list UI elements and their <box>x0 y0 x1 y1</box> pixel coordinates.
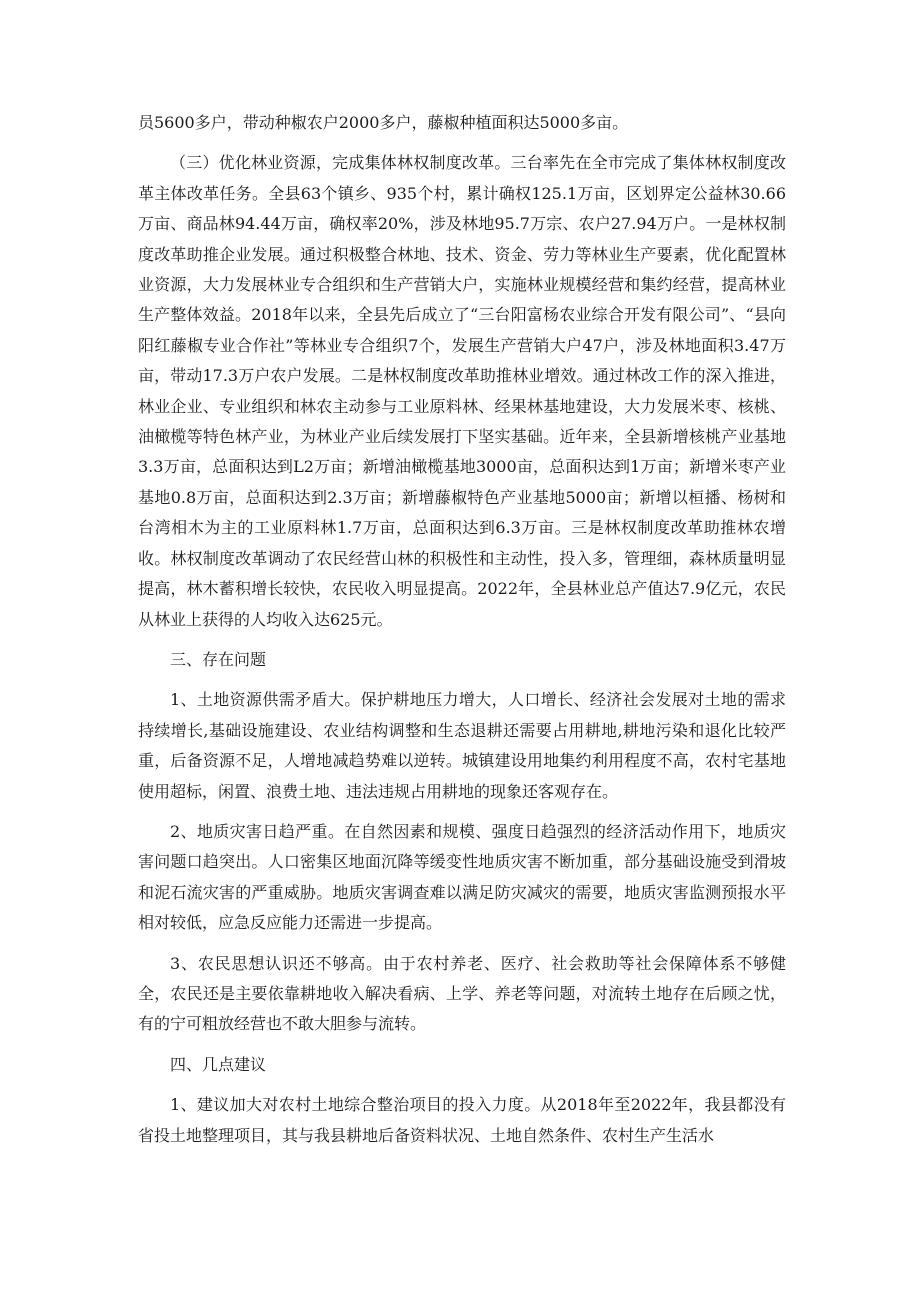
paragraph-geological-hazards: 2、地质灾害日趋严重。在自然因素和规模、强度日趋强烈的经济活动作用下，地质灾害问题口趋突出。人口密集区地面沉降等缓变性地质灾害不断加重，部分基础设施受到滑坡和泥石流灾害的严重威胁。地质灾害调查难以满足防灾减灾的需要，地质灾害监测预报水平相对较低，应急反应能力还需进一步提高。 <box>138 821 786 933</box>
paragraph-forestry-reform: （三）优化林业资源，完成集体林权制度改革。三台率先在全市完成了集体林权制度改革主体改革任务。全县63个镇乡、935个村，累计确权125.1万亩，区划界定公益林30.66万亩、商品林94.44万亩，确权率20%，涉及林地95.7万宗、农户27.94万户。一是林权制度改革助推企业发展。通过积极整合林地、技术、资金、劳力等林业生产要素，优化配置林业资源，大力发展林业专合组织和生产营销大户，实施林业规模经营和集约经营，提高林业生产整体效益。2018年以来，全县先后成立了“三台阳富杨农业综合开发有限公司”、“县向阳红藤椒专业合作社”等林业专合组织7个，发展生产营销大户47户，涉及林地面积3.47万亩，带动17.3万户农户发展。二是林权制度改革助推林业增效。通过林改工作的深入推进，林业企业、专业组织和林农主动参与工业原料林、经果林基地建设，大力发展米枣、核桃、油橄榄等特色林产业，为林业产业后续发展打下坚实基础。近年来，全县新增核桃产业基地3.3万亩，总面积达到L2万亩；新增油橄榄基地3000亩，总面积达到1万亩；新增米枣产业基地0.8万亩，总面积达到2.3万亩；新增藤椒特色产业基地5000亩；新增以桓播、杨树和台湾相木为主的工业原料林1.7万亩，总面积达到6.3万亩。三是林权制度改革助推林农增收。林权制度改革调动了农民经营山林的积极性和主动性，投入多，管理细，森林质量明显提高，林木蓄积增长较快，农民收入明显提高。2022年，全县林业总产值达7.9亿元，农民从林业上获得的人均收入达625元。 <box>138 153 786 629</box>
document-body <box>138 108 786 1151</box>
paragraph-continuation: 员5600多户，带动种椒农户2000多户，藤椒种植面积达5000多亩。 <box>138 113 629 132</box>
paragraph-suggestion-investment: 1、建议加大对农村土地综合整治项目的投入力度。从2018年至2022年，我县都没有省投土地整理项目，其与我县耕地后备资料状况、土地自然条件、农村生产生活水 <box>138 1095 786 1145</box>
section-heading-suggestions: 四、几点建议 <box>170 1054 267 1074</box>
paragraph-farmer-awareness: 3、农民思想认识还不够高。由于农村养老、医疗、社会救助等社会保障体系不够健全，农民还是主要依靠耕地收入解决看病、上学、养老等问题，对流转土地存在后顾之忧，有的宁可粗放经营也不敢大胆参与流转。 <box>138 953 786 1034</box>
section-heading-problems: 三、存在问题 <box>170 649 267 669</box>
paragraph-land-supply: 1、土地资源供需矛盾大。保护耕地压力增大，人口增长、经济社会发展对土地的需求持续增长,基础设施建设、农业结构调整和生态退耕还需要占用耕地,耕地污染和退化比较严重，后备资源不足，人增地减趋势难以逆转。城镇建设用地集约利用程度不高，农村宅基地使用超标，闲置、浪费土地、违法违规占用耕地的现象还客观存在。 <box>138 690 786 801</box>
